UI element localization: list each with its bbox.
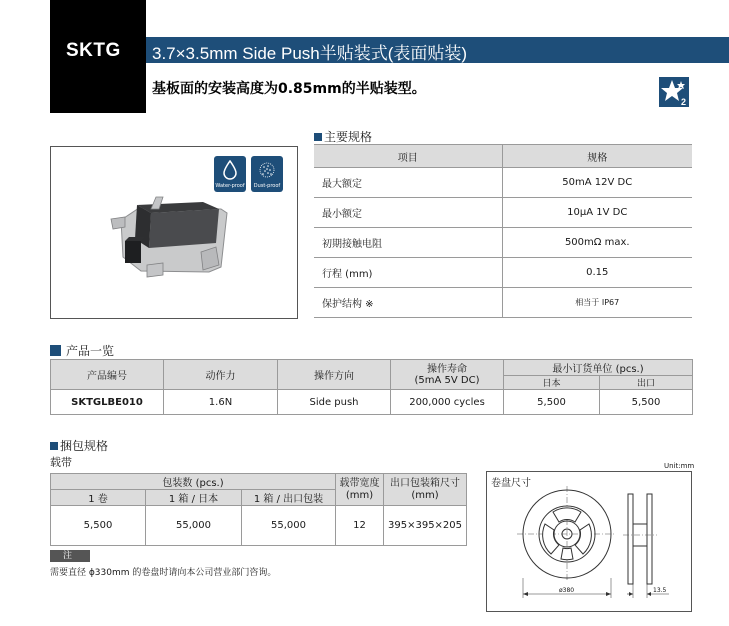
col-box-japan: 1 箱 / 日本 — [146, 490, 242, 506]
col-tape-width — [336, 474, 384, 506]
col-export: 出口 — [600, 376, 693, 390]
specs-table — [314, 144, 692, 318]
spec-value: 10μA 1V DC — [502, 198, 692, 228]
section-marker — [50, 345, 61, 356]
product-list-title-text: 产品一览 — [66, 344, 115, 358]
unit-label: Unit:mm — [664, 462, 695, 470]
note-text: 需要直径 ϕ330mm 的卷盘时请向本公司营业部门咨询。 — [50, 568, 277, 578]
product-photo — [50, 146, 298, 319]
col-box-export: 1 箱 / 出口包装 — [242, 490, 336, 506]
qty-box-export: 55,000 — [242, 506, 336, 546]
col-reel: 1 卷 — [51, 490, 146, 506]
waterproof-label: Water-proof — [215, 183, 245, 189]
col-box-size-line2: (mm) — [411, 489, 439, 501]
specs-title — [314, 128, 372, 145]
col-box-size-line1: 出口包装箱尺寸 — [390, 477, 461, 489]
part-no: SKTGLBE010 — [51, 390, 164, 415]
table-row — [51, 390, 693, 415]
col-life — [391, 360, 504, 390]
table-row — [314, 198, 692, 228]
reel-title: 卷盘尺寸 — [491, 478, 531, 489]
dustproof-label: Dust-proof — [253, 183, 281, 189]
switch-illustration — [51, 147, 297, 318]
spec-value: 0.15 — [502, 258, 692, 288]
col-box-size — [384, 474, 467, 506]
section-marker — [50, 442, 58, 450]
page-title: 3.7×3.5mm Side Push半贴装式(表面贴装) — [152, 44, 468, 63]
spec-value: 500mΩ max. — [502, 228, 692, 258]
carrier-label: 载带 — [50, 456, 72, 469]
model-name: SKTG — [66, 40, 121, 61]
col-tape-width-line1: 载带宽度 — [339, 477, 380, 489]
spec-value: 相当于 IP67 — [502, 288, 692, 318]
packing-title-text: 捆包规格 — [60, 439, 109, 453]
table-row — [314, 288, 692, 318]
tape-width: 12 — [336, 506, 384, 546]
specs-header-value: 规格 — [502, 145, 692, 168]
col-moq: 最小订货单位 (pcs.) — [504, 360, 693, 376]
moq-export: 5,500 — [600, 390, 693, 415]
spec-value: 50mA 12V DC — [502, 168, 692, 198]
packing-table — [50, 473, 467, 546]
moq-japan: 5,500 — [504, 390, 600, 415]
packing-title — [50, 437, 108, 454]
dim-diameter: ø380 — [559, 587, 575, 594]
col-qty: 包装数 (pcs.) — [51, 474, 336, 490]
spec-item: 最大额定 — [314, 168, 502, 198]
table-row — [314, 258, 692, 288]
dim-width: 13.5 — [653, 587, 667, 594]
col-force: 动作力 — [164, 360, 278, 390]
product-list-table — [50, 359, 693, 415]
specs-title-text: 主要规格 — [324, 130, 373, 144]
force: 1.6N — [164, 390, 278, 415]
section-marker — [314, 133, 322, 141]
star-2-icon — [659, 77, 689, 107]
svg-text:2: 2 — [681, 97, 687, 107]
reel-diagram — [487, 472, 691, 611]
qty-box-japan: 55,000 — [146, 506, 242, 546]
specs-header-item: 项目 — [314, 145, 502, 168]
table-row — [314, 168, 692, 198]
page-subtitle: 基板面的安装高度为0.85mm的半贴装型。 — [152, 81, 426, 97]
box-size: 395×395×205 — [384, 506, 467, 546]
life: 200,000 cycles — [391, 390, 504, 415]
spec-item: 初期接触电阻 — [314, 228, 502, 258]
col-japan: 日本 — [504, 376, 600, 390]
col-tape-width-line2: (mm) — [345, 489, 374, 501]
direction: Side push — [278, 390, 391, 415]
table-row — [51, 506, 467, 546]
note-tag: 注 — [50, 550, 90, 562]
qty-reel: 5,500 — [51, 506, 146, 546]
col-direction: 操作方向 — [278, 360, 391, 390]
table-row — [314, 228, 692, 258]
reel-drawing — [486, 471, 692, 612]
spec-item: 行程 (mm) — [314, 258, 502, 288]
product-list-title — [50, 342, 114, 359]
col-part-no: 产品编号 — [51, 360, 164, 390]
spec-item: 保护结构 ※ — [314, 288, 502, 318]
col-life-line2: (5mA 5V DC) — [414, 374, 480, 386]
col-life-line1: 操作寿命 — [427, 363, 467, 375]
spec-item: 最小额定 — [314, 198, 502, 228]
